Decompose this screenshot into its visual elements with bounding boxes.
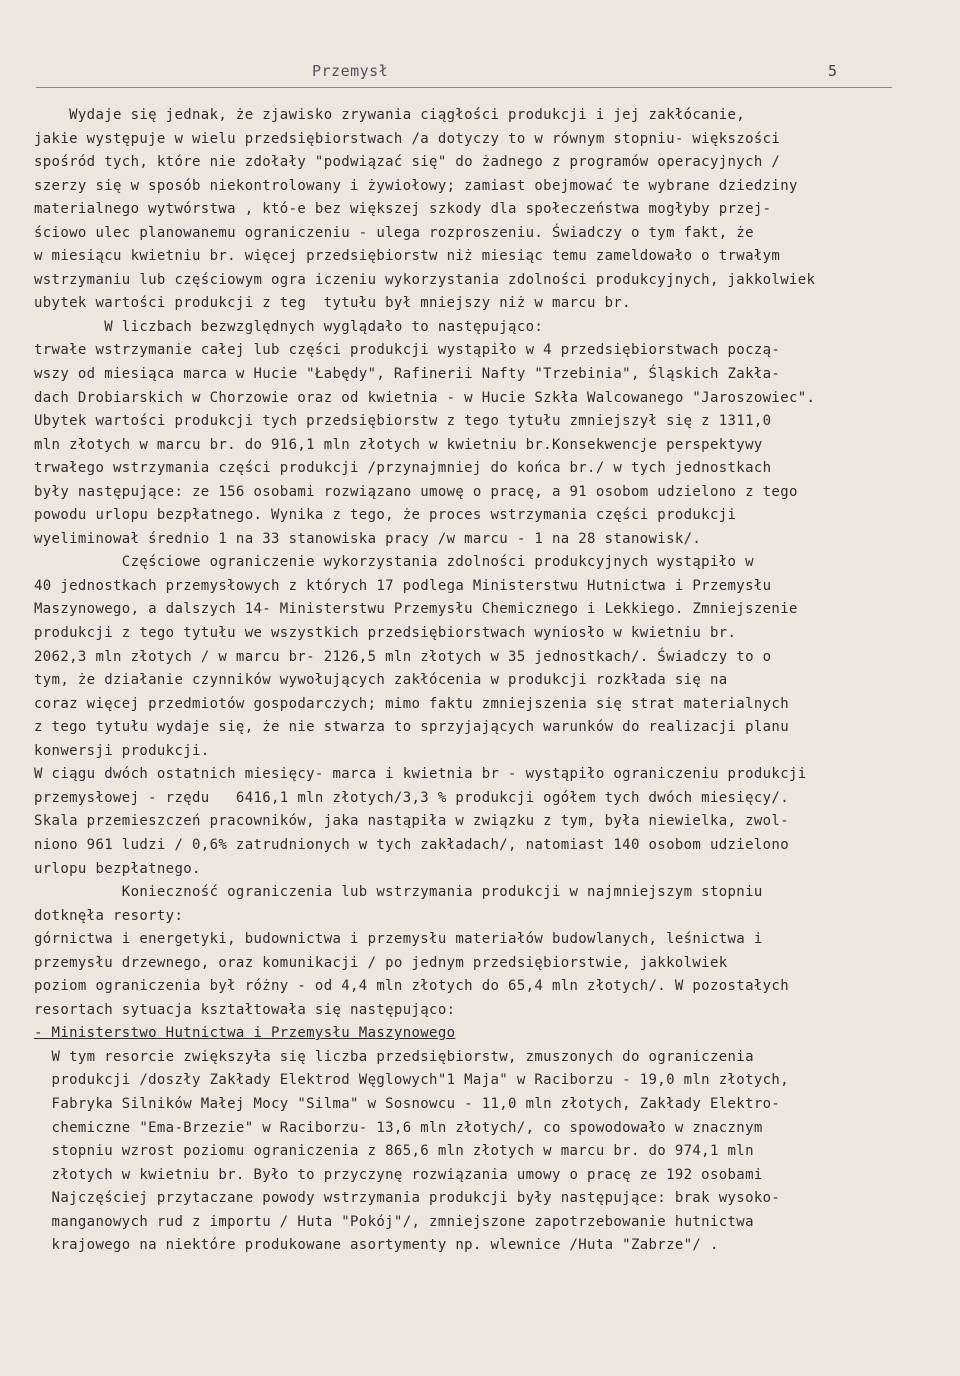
text-line: jakie występuje w wielu przedsiębiorstwach /a dotyczy to w równym stopniu- większości xyxy=(34,130,781,147)
text-line: dotknęła resorty: xyxy=(34,907,184,924)
text-line: złotych w kwietniu br. Było to przyczynę rozwiązania umowy o pracę ze 192 osobami xyxy=(34,1166,763,1183)
body-text xyxy=(34,104,914,1258)
text-line: Fabryka Silników Małej Mocy "Silma" w Sosnowcu - 11,0 mln złotych, Zakłady Elektro- xyxy=(34,1095,781,1112)
text-line: Wydaje się jednak, że zjawisko zrywania ciągłości produkcji i jej zakłócanie, xyxy=(34,107,746,123)
text-line: W ciągu dwóch ostatnich miesięcy- marca i kwietnia br - wystąpiło ograniczeniu produkcji xyxy=(34,766,807,783)
text-line: stopniu wzrost poziomu ograniczenia z 865,6 mln złotych w marcu br. do 974,1 mln xyxy=(34,1143,754,1160)
text-line: Maszynowego, a dalszych 14- Ministerstwu Przemysłu Chemicznego i Lekkiego. Zmniejszenie xyxy=(34,601,798,618)
text-line: szerzy się w sposób niekontrolowany i żywiołowy; zamiast obejmować te wybrane dziedziny xyxy=(34,177,798,194)
text-line: z tego tytułu wydaje się, że nie stwarza to sprzyjających warunków do realizacji planu xyxy=(34,719,789,736)
text-line: przemysłowej - rzędu 6416,1 mln złotych/3,3 % produkcji ogółem tych dwóch miesięcy/. xyxy=(34,789,789,806)
text-line: chemiczne "Ema-Brzezie" w Raciborzu- 13,6 mln złotych/, co spowodowało w znacznym xyxy=(34,1119,763,1136)
text-line: wszy od miesiąca marca w Hucie "Łabędy", Rafinerii Nafty "Trzebinia", Śląskich Zakła- xyxy=(34,366,781,383)
text-line: spośród tych, które nie zdołały "podwiązać się" do żadnego z programów operacyjnych / xyxy=(34,154,781,171)
header-rule xyxy=(36,87,892,88)
text-line: Konieczność ograniczenia lub wstrzymania produkcji w najmniejszym stopniu xyxy=(34,884,763,901)
section-heading: - Ministerstwo Hutnictwa i Przemysłu Maszynowego xyxy=(34,1025,456,1042)
page-number: 5 xyxy=(828,62,838,80)
page-title: Przemysł xyxy=(312,62,389,80)
text-line: wyeliminował średnio 1 na 33 stanowiska pracy /w marcu - 1 na 28 stanowisk/. xyxy=(34,530,702,547)
text-line: dach Drobiarskich w Chorzowie oraz od kwietnia - w Hucie Szkła Walcowanego "Jaroszowiec". xyxy=(34,389,816,406)
text-line: w miesiącu kwietniu br. więcej przedsiębiorstw niż miesiąc temu zameldowało o trwałym xyxy=(34,248,781,265)
text-line: ubytek wartości produkcji z teg tytułu był mniejszy niż w marcu br. xyxy=(34,295,631,312)
text-line: urlopu bezpłatnego. xyxy=(34,860,201,877)
text-line: produkcji z tego tytułu we wszystkich przedsiębiorstwach wyniosło w kwietniu br. xyxy=(34,625,737,642)
text-line: mln złotych w marcu br. do 916,1 mln złotych w kwietniu br.Konsekwencje perspektywy xyxy=(34,436,763,453)
text-line: były następujące: ze 156 osobami rozwiązano umowę o pracę, a 91 osobom udzielono z tego xyxy=(34,483,798,500)
text-line: przemysłu drzewnego, oraz komunikacji / po jednym przedsiębiorstwie, jakkolwiek xyxy=(34,954,728,971)
text-line: W liczbach bezwzględnych wyglądało to następująco: xyxy=(34,318,544,335)
text-line: W tym resorcie zwiększyła się liczba przedsiębiorstw, zmuszonych do ograniczenia xyxy=(34,1048,754,1065)
text-line: tym, że działanie czynników wywołujących zakłócenia w produkcji rozkłada się na xyxy=(34,672,728,689)
text-line: 2062,3 mln złotych / w marcu br- 2126,5 mln złotych w 35 jednostkach/. Świadczy to o xyxy=(34,648,772,665)
text-line: powodu urlopu bezpłatnego. Wynika z tego, że proces wstrzymania części produkcji xyxy=(34,507,737,524)
text-line: Częściowe ograniczenie wykorzystania zdolności produkcyjnych wystąpiło w xyxy=(34,554,754,571)
text-line: produkcji /doszły Zakłady Elektrod Węglowych"1 Maja" w Raciborzu - 19,0 mln złotych, xyxy=(34,1072,789,1089)
text-line: manganowych rud z importu / Huta "Pokój"/, zmniejszone zapotrzebowanie hutnictwa xyxy=(34,1213,754,1230)
text-line: 40 jednostkach przemysłowych z których 17 podlega Ministerstwu Hutnictwa i Przemysłu xyxy=(34,577,772,594)
text-line: ściowo ulec planowanemu ograniczeniu - ulega rozproszeniu. Świadczy o tym fakt, że xyxy=(34,224,754,241)
text-line: coraz więcej przedmiotów gospodarczych; mimo faktu zmniejszenia się strat materialnych xyxy=(34,695,789,712)
text-line: materialnego wytwórstwa , któ-e bez większej szkody dla społeczeństwa mogłyby przej- xyxy=(34,201,772,218)
text-line: krajowego na niektóre produkowane asortymenty np. wlewnice /Huta "Zabrze"/ . xyxy=(34,1237,719,1254)
text-line: niono 961 ludzi / 0,6% zatrudnionych w tych zakładach/, natomiast 140 osobom udzielono xyxy=(34,836,789,853)
text-line: górnictwa i energetyki, budownictwa i przemysłu materiałów budowlanych, leśnictwa i xyxy=(34,931,763,948)
text-line: trwałe wstrzymanie całej lub części produkcji wystąpiło w 4 przedsiębiorstwach począ- xyxy=(34,342,781,359)
text-line: wstrzymaniu lub częściowym ogra iczeniu wykorzystania zdolności produkcyjnych, jakkolwiek xyxy=(34,271,816,288)
text-line: Najczęściej przytaczane powody wstrzymania produkcji były następujące: brak wysoko- xyxy=(34,1190,781,1207)
text-line: trwałego wstrzymania części produkcji /przynajmniej do końca br./ w tych jednostkach xyxy=(34,460,772,477)
text-line: poziom ograniczenia był różny - od 4,4 mln złotych do 65,4 mln złotych/. W pozostałych xyxy=(34,978,789,995)
page-header xyxy=(0,62,960,86)
text-line: Skala przemieszczeń pracowników, jaka nastąpiła w związku z tym, była niewielka, zwol- xyxy=(34,813,789,830)
text-line: resortach sytuacja kształtowała się następująco: xyxy=(34,1001,456,1018)
text-line: Ubytek wartości produkcji tych przedsiębiorstw z tego tytułu zmniejszył się z 1311,0 xyxy=(34,413,772,430)
text-line: konwersji produkcji. xyxy=(34,742,210,759)
